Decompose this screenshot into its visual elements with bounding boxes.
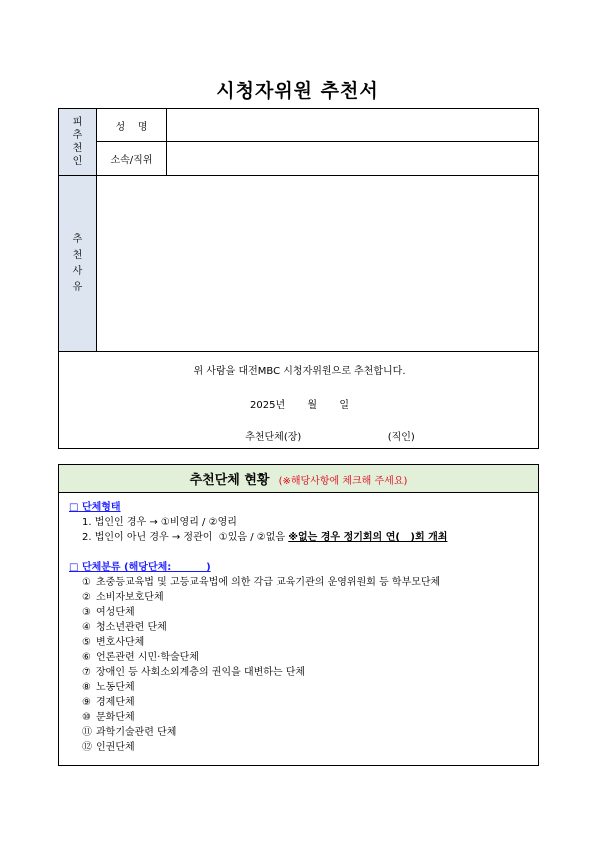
org-class-item[interactable]	[69, 710, 447, 725]
org-class-item-label: 변호사단체	[96, 637, 145, 648]
org-class-item[interactable]	[69, 650, 447, 665]
org-class-item-number: ⑤	[82, 637, 91, 648]
org-class-item-number: ⑦	[82, 667, 91, 678]
org-class-item-number: ⑪	[82, 727, 92, 738]
org-class-item-number: ⑨	[82, 697, 91, 708]
org-type-line-2-emphasis: ※없는 경우 정기회의 연( )회 개최	[288, 532, 448, 543]
nominee-section-label	[59, 109, 97, 176]
org-class-item[interactable]	[69, 695, 447, 710]
org-type-line-1: 1. 법인인 경우 → ①비영리 / ②영리	[82, 517, 237, 528]
org-class-item-label: 인권단체	[96, 742, 135, 753]
org-class-item[interactable]	[69, 740, 447, 755]
org-class-item-number: ⑫	[82, 742, 92, 753]
nominee-vertical-label	[59, 116, 96, 168]
org-class-item[interactable]	[69, 605, 447, 620]
name-label-text: 성 명	[115, 121, 148, 133]
org-class-item-label: 청소년관련 단체	[96, 622, 167, 633]
org-class-item[interactable]	[69, 665, 447, 680]
org-status-box	[58, 464, 539, 766]
document-title: 시청자위원 추천서	[216, 80, 379, 102]
org-type-line-2-text: 2. 법인이 아닌 경우 → 정관이 ①있음 / ②없음	[82, 532, 289, 543]
org-class-item[interactable]	[69, 590, 447, 605]
org-class-heading	[69, 560, 447, 575]
org-class-item-label: 장애인 등 사회소외계층의 권익을 대변하는 단체	[96, 667, 306, 678]
org-class-item-number: ⑥	[82, 652, 91, 663]
org-status-content	[69, 500, 447, 755]
org-class-heading-text: 단체분류 (해당단체: )	[81, 562, 211, 573]
date-day: 일	[339, 400, 349, 411]
nominee-label-text: 피추천인	[72, 117, 83, 167]
recommendation-form	[58, 108, 539, 449]
org-type-heading	[69, 500, 447, 515]
org-class-item[interactable]	[69, 680, 447, 695]
org-class-item-label: 문화단체	[96, 712, 135, 723]
declaration-block	[59, 352, 539, 449]
org-status-header	[59, 465, 538, 493]
org-class-item-number: ⑩	[82, 712, 91, 723]
org-type-heading-text: 단체형태	[81, 502, 121, 513]
declaration-date	[59, 396, 540, 411]
org-class-item-label: 과학기술관련 단체	[96, 727, 177, 738]
org-class-item-number: ④	[82, 622, 91, 633]
name-label	[97, 109, 167, 142]
declaration-signature	[59, 428, 540, 443]
org-class-item-label: 여성단체	[96, 607, 135, 618]
org-class-item-label: 경제단체	[96, 697, 135, 708]
org-label: 추천단체(장)	[245, 432, 302, 443]
name-field[interactable]	[167, 109, 539, 142]
reason-label-text: 추천사유	[72, 233, 83, 293]
org-class-item[interactable]	[69, 575, 447, 590]
org-type-checkbox[interactable]: □	[69, 502, 79, 513]
org-class-item-label: 초중등교육법 및 고등교육법에 의한 각급 교육기관의 운영위원회 등 학부모단체	[96, 577, 441, 588]
org-class-checkbox[interactable]: □	[69, 562, 79, 573]
affiliation-label-text: 소속/직위	[110, 155, 153, 166]
org-class-item[interactable]	[69, 635, 447, 650]
date-year: 2025년	[250, 400, 286, 411]
org-status-title: 추천단체 현황	[189, 473, 270, 488]
org-class-item-number: ①	[82, 577, 91, 588]
org-class-item-label: 소비자보호단체	[96, 592, 164, 603]
org-class-item[interactable]	[69, 725, 447, 740]
affiliation-field[interactable]	[167, 142, 539, 176]
org-class-item-label: 언론관련 시민·학술단체	[96, 652, 199, 663]
org-type-line-2	[69, 530, 447, 545]
org-status-note: (※해당사항에 체크해 주세요)	[278, 476, 408, 487]
org-class-item-number: ②	[82, 592, 91, 603]
reason-section-label	[59, 176, 97, 352]
org-class-item-label: 노동단체	[96, 682, 135, 693]
seal-label: (직인)	[387, 432, 415, 443]
date-month: 월	[307, 400, 318, 411]
reason-field[interactable]	[97, 176, 539, 352]
declaration-statement: 위 사람을 대전MBC 시청자위원으로 추천합니다.	[193, 366, 406, 377]
affiliation-label	[97, 142, 167, 176]
org-class-item[interactable]	[69, 620, 447, 635]
org-class-list	[69, 575, 447, 755]
org-class-item-number: ③	[82, 607, 91, 618]
org-class-item-number: ⑧	[82, 682, 91, 693]
